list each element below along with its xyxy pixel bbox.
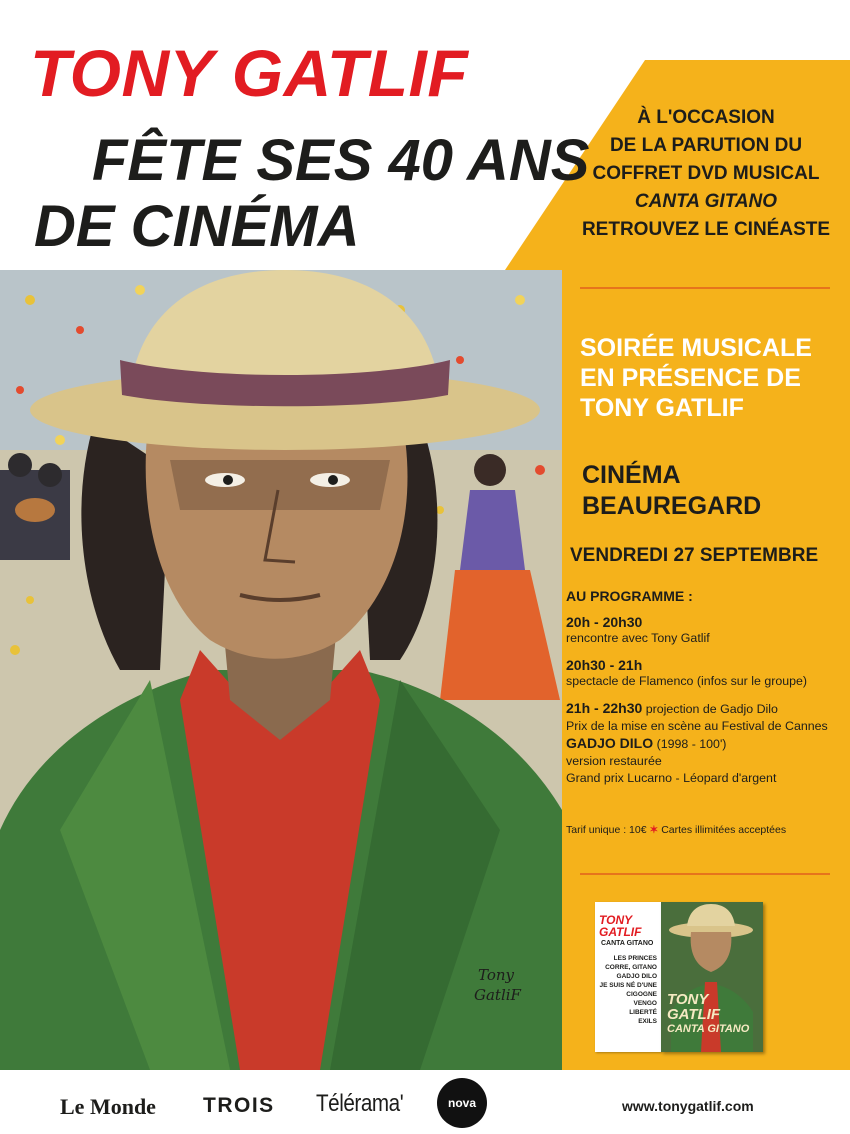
evening-line-1: SOIRÉE MUSICALE	[580, 334, 812, 362]
asterisk-icon: ✶	[649, 824, 659, 836]
intro-line-5: RETROUVEZ LE CINÉASTE	[581, 219, 831, 240]
program-item	[566, 657, 838, 690]
dvd-film: LES PRINCES	[613, 955, 657, 962]
program	[566, 588, 838, 787]
dvd-spine-films	[599, 954, 657, 1026]
evening-line-3: TONY GATLIF	[580, 394, 744, 422]
intro-line-4: CANTA GITANO	[634, 191, 778, 212]
dvd-film: JE SUIS NÉ D'UNE CIGOGNE	[599, 982, 657, 998]
program-desc: rencontre avec Tony Gatlif	[566, 631, 710, 645]
program-item	[566, 614, 838, 647]
event-date: VENDREDI 27 SEPTEMBRE	[570, 545, 819, 566]
left-pupil	[223, 475, 233, 485]
program-time: 20h30 - 21h	[566, 657, 643, 673]
dvd-film: EXILS	[638, 1018, 657, 1025]
headline-line-3: DE CINÉMA	[34, 194, 360, 259]
dvd-film: VENGO	[633, 1000, 657, 1007]
website-link[interactable]: www.tonygatlif.com	[622, 1098, 754, 1114]
pricing-text: Tarif unique : 10€	[566, 824, 650, 836]
program-time: 20h - 20h30	[566, 614, 643, 630]
intro-line-2: DE LA PARUTION DU	[609, 135, 803, 156]
evening-title	[580, 333, 840, 423]
intro-line-1: À L'OCCASION	[637, 107, 775, 128]
signature-bottom: GatliF	[474, 986, 521, 1004]
headline-name: TONY GATLIF	[30, 36, 469, 110]
signature-top: Tony	[478, 966, 515, 984]
film-award: Grand prix Lucarno - Léopard d'argent	[566, 771, 777, 785]
portrait-svg	[0, 270, 562, 1070]
program-item	[566, 700, 838, 787]
program-desc: spectacle de Flamenco (infos sur le groupe)	[566, 674, 808, 688]
program-inline: projection de Gadjo Dilo	[642, 702, 778, 716]
intro-text	[575, 104, 837, 244]
venue-line-2: BEAUREGARD	[582, 492, 762, 520]
film-meta: (1998 - 100')	[653, 737, 727, 751]
portrait-illustration	[0, 270, 562, 1070]
film-version: version restaurée	[566, 754, 662, 768]
venue	[582, 460, 842, 522]
pricing-cards: Cartes illimitées acceptées	[658, 824, 787, 836]
evening-line-2: EN PRÉSENCE DE	[580, 364, 801, 392]
dvd-spine-subtitle: CANTA GITANO	[601, 940, 654, 947]
dvd-front-cover	[661, 902, 763, 1052]
dvd-film: CORRE, GITANO	[605, 964, 657, 971]
dvd-front-title-2: GATLIF	[667, 1006, 721, 1023]
dvd-spine-title: TONY GATLIF	[599, 913, 642, 939]
telerama-logo: Télérama'	[316, 1090, 404, 1117]
headline-line-2: FÊTE SES 40 ANS	[92, 128, 590, 193]
intro-line-3: COFFRET DVD MUSICAL	[592, 163, 820, 184]
venue-line-1: CINÉMA	[582, 461, 681, 489]
program-time: 21h - 22h30	[566, 700, 643, 716]
dvd-spine	[595, 902, 661, 1052]
dvd-film: LIBERTÉ	[629, 1009, 657, 1016]
dvd-front-subtitle: CANTA GITANO	[667, 1023, 750, 1035]
dvd-front-title	[667, 992, 749, 1037]
le-monde-logo: Le Monde	[60, 1094, 156, 1119]
trois-logo: TROIS	[203, 1094, 275, 1117]
program-desc: Prix de la mise en scène au Festival de Cannes	[566, 719, 828, 733]
program-heading: AU PROGRAMME :	[566, 588, 693, 604]
film-title: GADJO DILO	[566, 735, 654, 751]
face-shadow	[170, 460, 390, 510]
dvd-box	[595, 902, 767, 1052]
dvd-front-title-1: TONY	[667, 991, 709, 1008]
separator-bottom	[580, 873, 830, 875]
dvd-film: GADJO DILO	[616, 973, 657, 980]
separator-top	[580, 287, 830, 289]
footer	[0, 1070, 850, 1134]
nova-logo: nova	[437, 1078, 487, 1128]
right-pupil	[328, 475, 338, 485]
pricing	[566, 824, 786, 836]
